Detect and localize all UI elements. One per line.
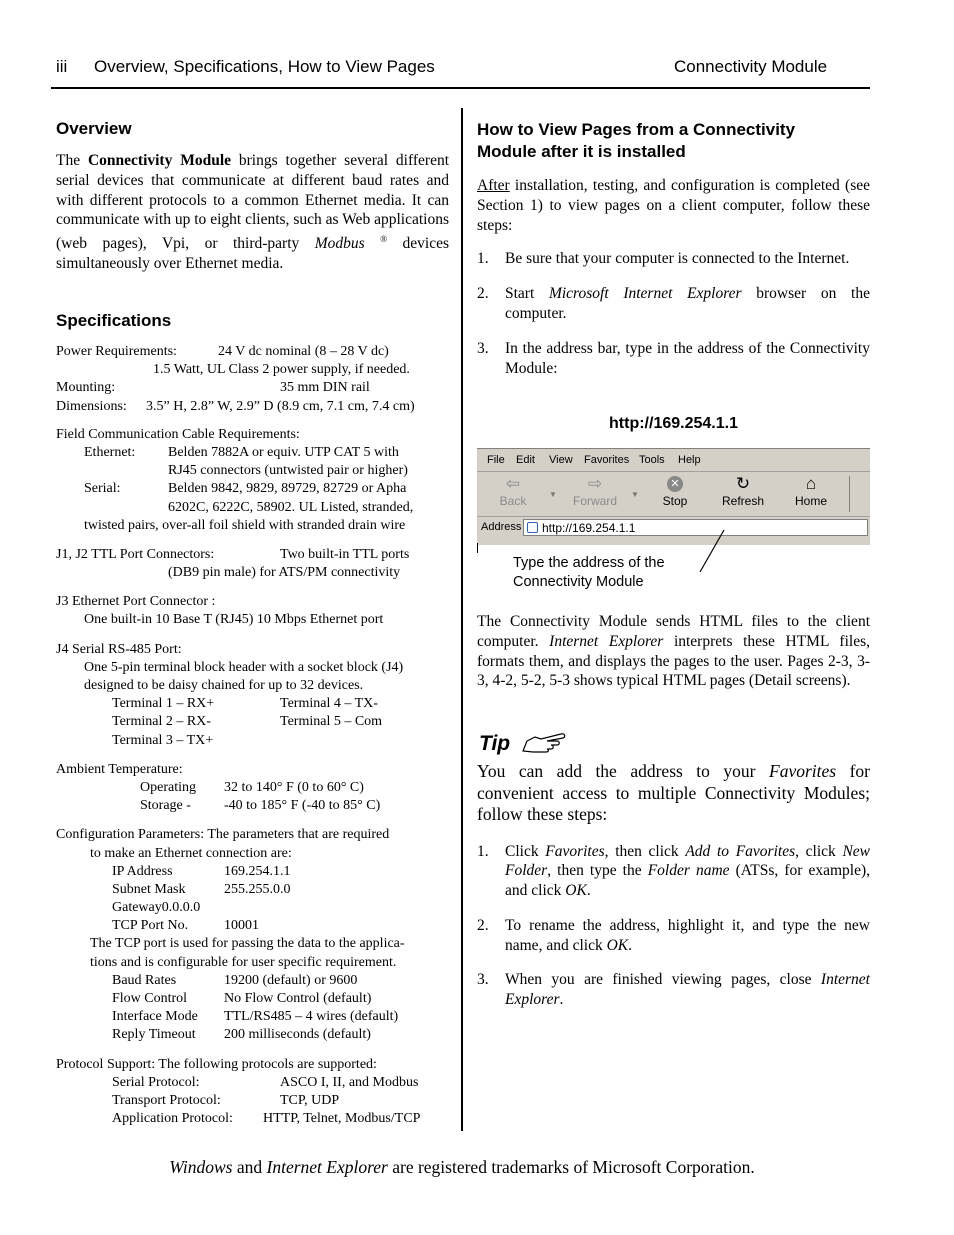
specifications-list bbox=[56, 343, 456, 1128]
tip-step bbox=[477, 916, 870, 956]
howto-intro bbox=[477, 176, 870, 235]
overview-paragraph bbox=[56, 151, 449, 274]
address-label: Address bbox=[481, 521, 522, 533]
refresh-icon: ↻ bbox=[735, 474, 751, 493]
step-text-italic: Add to Favorites bbox=[685, 842, 796, 860]
howto-step bbox=[477, 339, 870, 379]
tip-heading: Tip bbox=[479, 732, 511, 755]
menu-view[interactable]: View bbox=[549, 454, 573, 466]
spec-label: Flow Control bbox=[112, 991, 188, 1006]
spec-value: designed to be daisy chained for up to 32 devices. bbox=[84, 678, 364, 693]
forward-button[interactable] bbox=[565, 474, 625, 508]
spec-label: Operating bbox=[140, 779, 196, 795]
spec-label: Subnet Mask bbox=[112, 881, 186, 897]
step-text-italic: Microsoft Internet Explorer bbox=[548, 285, 742, 303]
howto-section bbox=[477, 119, 870, 378]
spec-application-protocol bbox=[56, 1110, 456, 1128]
hand-outline bbox=[523, 734, 565, 752]
overview-text-a: The bbox=[56, 152, 88, 169]
spec-tcp-note-2 bbox=[56, 954, 456, 972]
step-text: , then type the bbox=[547, 862, 648, 880]
step-text: . bbox=[628, 936, 632, 954]
forward-arrow-icon: ⇨ bbox=[587, 474, 603, 493]
spec-value: 1.5 Watt, UL Class 2 power supply, if needed. bbox=[153, 362, 410, 378]
spec-value: 24 V dc nominal (8 – 28 V dc) bbox=[218, 344, 389, 359]
sends-text: The Connectivity Module sends HTML files to the client computer. bbox=[477, 613, 870, 650]
spec-mounting bbox=[56, 379, 456, 397]
spec-value: Two built-in TTL ports bbox=[280, 546, 410, 562]
column-divider bbox=[461, 108, 463, 1131]
step-text: . bbox=[586, 882, 591, 900]
spec-terminal-row-3 bbox=[56, 732, 456, 750]
spec-terminal-row-2 bbox=[56, 713, 456, 731]
step-text: In the address bar, type in the address of the Connectivity Module: bbox=[505, 339, 870, 377]
spec-terminal-row-1 bbox=[56, 695, 456, 713]
menu-tools[interactable]: Tools bbox=[639, 454, 665, 466]
tip-steps bbox=[477, 842, 870, 1011]
back-dropdown-icon[interactable]: ▼ bbox=[549, 490, 557, 499]
address-value: http://169.254.1.1 bbox=[542, 521, 636, 535]
step-number: 2. bbox=[477, 916, 489, 934]
browser-menu-bar bbox=[477, 449, 870, 472]
callout-line-1: Type the address of the bbox=[513, 555, 665, 571]
browser-screenshot bbox=[477, 448, 870, 545]
callout-line-2: Connectivity Module bbox=[513, 573, 644, 590]
spec-note: The TCP port is used for passing the data to the applica- bbox=[90, 936, 405, 952]
step-number: 1. bbox=[477, 842, 489, 860]
tip-step bbox=[477, 842, 870, 901]
spec-label: Serial: bbox=[84, 481, 121, 497]
howto-step bbox=[477, 284, 870, 324]
overview-text-c: devices simultaneously over Ethernet media. bbox=[56, 235, 450, 273]
footer-italic: Internet Explorer bbox=[266, 1157, 388, 1177]
spec-tcp-note bbox=[56, 935, 456, 953]
page-icon bbox=[527, 522, 538, 533]
spec-transport-protocol bbox=[56, 1092, 456, 1110]
spec-value: 3.5” H, 2.8” W, 2.9” D (8.9 cm, 7.1 cm, 7.4 cm) bbox=[146, 398, 415, 414]
spec-serial-2 bbox=[56, 499, 456, 517]
spec-value: 6202C, 6222C, 58902. UL Listed, stranded, bbox=[168, 499, 414, 515]
spec-label: Serial Protocol: bbox=[112, 1074, 200, 1090]
spec-ethernet-2 bbox=[56, 462, 456, 480]
spec-label: Reply Timeout bbox=[112, 1027, 196, 1043]
step-number: 3. bbox=[477, 339, 489, 357]
back-label: Back bbox=[499, 494, 527, 508]
callout-text bbox=[513, 554, 665, 591]
step-number: 2. bbox=[477, 285, 489, 303]
menu-edit[interactable]: Edit bbox=[516, 454, 535, 466]
spec-j1j2 bbox=[56, 546, 456, 564]
trademark-footer bbox=[0, 1157, 924, 1178]
home-button[interactable] bbox=[781, 474, 841, 508]
spec-label: Application Protocol: bbox=[112, 1111, 233, 1127]
spec-serial-protocol bbox=[56, 1074, 456, 1092]
spec-storage bbox=[56, 797, 456, 815]
spec-label: Gateway0.0.0.0 bbox=[112, 900, 201, 916]
footer-italic: Windows bbox=[169, 1157, 233, 1177]
forward-label: Forward bbox=[572, 494, 617, 508]
spec-label: Mounting: bbox=[56, 380, 116, 396]
spec-power bbox=[56, 343, 456, 361]
spec-serial bbox=[56, 480, 456, 498]
spec-label: Dimensions: bbox=[56, 398, 127, 414]
spec-label: Baud Rates bbox=[112, 972, 177, 988]
spec-value: 200 milliseconds (default) bbox=[224, 1027, 371, 1043]
tip-section bbox=[477, 761, 870, 1010]
howto-step bbox=[477, 249, 870, 269]
sends-text: interprets these HTML files, formats them, and displays the pages to the user. Pages 2-3, 3-3, 4-2, 5-2, 5-3 shows typical HTML pages (Detail screens). bbox=[477, 632, 870, 690]
spec-label: Interface Mode bbox=[112, 1009, 198, 1025]
spec-operating bbox=[56, 779, 456, 797]
spec-label: TCP Port No. bbox=[112, 918, 189, 934]
refresh-button[interactable] bbox=[713, 474, 773, 508]
spec-value: ASCO I, II, and Modbus bbox=[280, 1074, 419, 1090]
spec-value: One 5-pin terminal block header with a socket block (J4) bbox=[84, 659, 404, 675]
step-text: , click bbox=[795, 842, 843, 860]
spec-ip bbox=[56, 863, 456, 881]
spec-cable bbox=[56, 426, 456, 444]
spec-j4-3 bbox=[56, 677, 456, 695]
spec-label: J4 Serial RS-485 Port: bbox=[56, 641, 182, 657]
spec-value: 255.255.0.0 bbox=[224, 881, 291, 897]
spec-interface bbox=[56, 1008, 456, 1026]
toolbar-separator bbox=[849, 476, 850, 512]
spec-j4 bbox=[56, 641, 456, 659]
stop-label: Stop bbox=[662, 494, 688, 508]
tip-heading-row bbox=[477, 729, 870, 759]
step-text: To rename the address, highlight it, and type the new name, and click bbox=[505, 916, 870, 954]
spec-tcp bbox=[56, 917, 456, 935]
spec-label: Ambient Temperature: bbox=[56, 761, 183, 777]
howto-heading bbox=[477, 119, 870, 163]
overview-text-bold: Connectivity Module bbox=[87, 152, 232, 169]
spec-flow bbox=[56, 990, 456, 1008]
back-arrow-icon: ⇦ bbox=[505, 474, 521, 493]
footer-text: and bbox=[232, 1157, 267, 1177]
step-text-italic: Internet Explorer bbox=[505, 971, 870, 1009]
step-number: 3. bbox=[477, 971, 489, 989]
document-title: Connectivity Module bbox=[674, 57, 828, 76]
spec-label: Configuration Parameters: The parameters that are required bbox=[56, 827, 390, 843]
spec-value: (DB9 pin male) for ATS/PM connectivity bbox=[168, 565, 401, 581]
spec-label: IP Address bbox=[112, 863, 173, 879]
spec-j3-2 bbox=[56, 611, 456, 629]
step-text-italic: OK bbox=[565, 882, 587, 900]
refresh-label: Refresh bbox=[721, 494, 765, 508]
back-button[interactable] bbox=[483, 474, 543, 508]
spec-value: No Flow Control (default) bbox=[224, 991, 372, 1006]
spec-config-2 bbox=[56, 845, 456, 863]
spec-value: 19200 (default) or 9600 bbox=[224, 972, 358, 988]
howto-steps bbox=[477, 249, 870, 378]
sends-text-italic: Internet Explorer bbox=[549, 632, 664, 650]
spec-value: TCP, UDP bbox=[280, 1092, 340, 1108]
spec-value: 10001 bbox=[224, 918, 259, 934]
spec-value: 32 to 140° F (0 to 60° C) bbox=[224, 779, 364, 795]
spec-j3 bbox=[56, 593, 456, 611]
spec-note: tions and is configurable for user specific requirement. bbox=[90, 954, 397, 970]
howto-heading-line: How to View Pages from a Connectivity bbox=[477, 120, 796, 139]
page-number: iii bbox=[56, 57, 68, 76]
spec-value: One built-in 10 Base T (RJ45) 10 Mbps Ethernet port bbox=[84, 612, 384, 628]
footer-text: are registered trademarks of Microsoft Corporation. bbox=[387, 1157, 755, 1177]
specifications-heading: Specifications bbox=[56, 311, 172, 330]
sends-paragraph bbox=[477, 612, 870, 691]
callout-line bbox=[700, 530, 724, 572]
connectivity-url: http://169.254.1.1 bbox=[609, 415, 738, 432]
spec-label: Protocol Support: The following protocols are supported: bbox=[56, 1056, 377, 1072]
spec-label: Storage - bbox=[140, 798, 191, 814]
spec-gateway bbox=[56, 899, 456, 917]
step-text-italic: Favorites bbox=[545, 842, 605, 860]
step-text: . bbox=[559, 991, 564, 1009]
tip-step bbox=[477, 970, 870, 1010]
spec-baud bbox=[56, 972, 456, 990]
step-text: Click bbox=[505, 842, 546, 860]
section-title: Overview, Specifications, How to View Pages bbox=[94, 57, 435, 76]
spec-label: Ethernet: bbox=[84, 444, 136, 460]
spec-label: to make an Ethernet connection are: bbox=[90, 845, 292, 861]
spec-value: Belden 9842, 9829, 89729, 82729 or Apha bbox=[168, 481, 407, 497]
terminal-item: Terminal 2 – RX- bbox=[112, 714, 211, 730]
terminal-item: Terminal 5 – Com bbox=[280, 714, 383, 730]
spec-value: HTTP, Telnet, Modbus/TCP bbox=[263, 1111, 421, 1127]
home-icon: ⌂ bbox=[805, 474, 817, 493]
step-text-italic: Folder name bbox=[647, 862, 730, 880]
overview-heading: Overview bbox=[56, 119, 132, 138]
spec-value: -40 to 185° F (-40 to 85° C) bbox=[224, 798, 381, 814]
step-text: browser on the computer. bbox=[505, 285, 870, 322]
howto-heading-line: Module after it is installed bbox=[477, 142, 686, 161]
spec-value: 35 mm DIN rail bbox=[280, 380, 370, 396]
spec-subnet bbox=[56, 881, 456, 899]
home-label: Home bbox=[794, 494, 827, 508]
overview-text-modbus: Modbus bbox=[314, 235, 365, 253]
step-text: (ATSs, for example), and click bbox=[505, 862, 871, 900]
overview-section bbox=[56, 119, 449, 274]
menu-help[interactable]: Help bbox=[678, 454, 701, 466]
spec-protocol bbox=[56, 1056, 456, 1074]
terminal-item: Terminal 1 – RX+ bbox=[112, 696, 215, 712]
step-text: Be sure that your computer is connected to the Internet. bbox=[505, 250, 850, 268]
terminal-item: Terminal 4 – TX- bbox=[280, 696, 378, 712]
spec-config bbox=[56, 826, 456, 844]
spec-reply bbox=[56, 1026, 456, 1044]
callout-pointer-line bbox=[690, 528, 730, 576]
spec-value: 169.254.1.1 bbox=[224, 863, 291, 879]
spec-label: J1, J2 TTL Port Connectors: bbox=[56, 546, 215, 562]
stop-button[interactable] bbox=[645, 474, 705, 508]
pointing-hand-icon bbox=[521, 731, 569, 755]
step-text: When you are finished viewing pages, close bbox=[505, 971, 821, 989]
spec-power-2 bbox=[56, 361, 456, 379]
spec-ethernet bbox=[56, 444, 456, 462]
spec-value: RJ45 connectors (untwisted pair or higher) bbox=[168, 463, 408, 479]
step-text: Start bbox=[505, 285, 549, 303]
spec-value: twisted pairs, over-all foil shield with stranded drain wire bbox=[84, 517, 406, 533]
terminal-item: Terminal 3 – TX+ bbox=[112, 732, 214, 748]
browser-address-bar bbox=[477, 517, 870, 541]
howto-intro-text: installation, testing, and configuration is completed (see Section 1) to view pages on a client computer, follow these steps: bbox=[477, 177, 870, 234]
tip-intro bbox=[477, 761, 870, 826]
spec-label: J3 Ethernet Port Connector : bbox=[56, 594, 216, 610]
tip-intro-italic: Favorites bbox=[769, 761, 837, 781]
specifications-section bbox=[56, 311, 456, 331]
overview-text-b: brings together several different serial devices that communicate at different baud rates and with different protocols to a common Ethernet media. It can communicate with up to eight clients, such as Web applications (web pages), Vpi, or third-party bbox=[56, 152, 449, 253]
step-text-italic: OK bbox=[606, 936, 629, 954]
spec-label: Power Requirements: bbox=[56, 344, 177, 359]
stop-icon: ✕ bbox=[667, 476, 683, 492]
spec-j1j2-2 bbox=[56, 564, 456, 582]
spec-label: Transport Protocol: bbox=[112, 1092, 221, 1108]
spec-value: Belden 7882A or equiv. UTP CAT 5 with bbox=[168, 444, 399, 460]
step-number: 1. bbox=[477, 250, 489, 268]
callout-tick bbox=[477, 543, 478, 553]
spec-value: TTL/RS485 – 4 wires (default) bbox=[224, 1009, 399, 1025]
browser-toolbar bbox=[477, 472, 870, 517]
registered-mark: ® bbox=[380, 234, 388, 245]
spec-serial-3 bbox=[56, 517, 456, 535]
sends-section bbox=[477, 612, 870, 691]
tip-intro-text: You can add the address to your bbox=[477, 761, 770, 781]
step-text: , then click bbox=[604, 842, 686, 860]
spec-j4-2 bbox=[56, 659, 456, 677]
forward-dropdown-icon[interactable]: ▼ bbox=[631, 490, 639, 499]
step-text-italic: New Folder bbox=[505, 842, 870, 880]
howto-intro-underlined: After bbox=[477, 177, 510, 194]
tip-intro-text: for convenient access to multiple Connectivity Modules; follow these steps: bbox=[477, 761, 871, 824]
spec-ambient bbox=[56, 761, 456, 779]
header-rule bbox=[51, 87, 870, 89]
menu-file[interactable]: File bbox=[487, 454, 505, 466]
menu-favorites[interactable]: Favorites bbox=[584, 454, 630, 466]
spec-dimensions bbox=[56, 398, 456, 416]
spec-label: Field Communication Cable Requirements: bbox=[56, 426, 300, 442]
